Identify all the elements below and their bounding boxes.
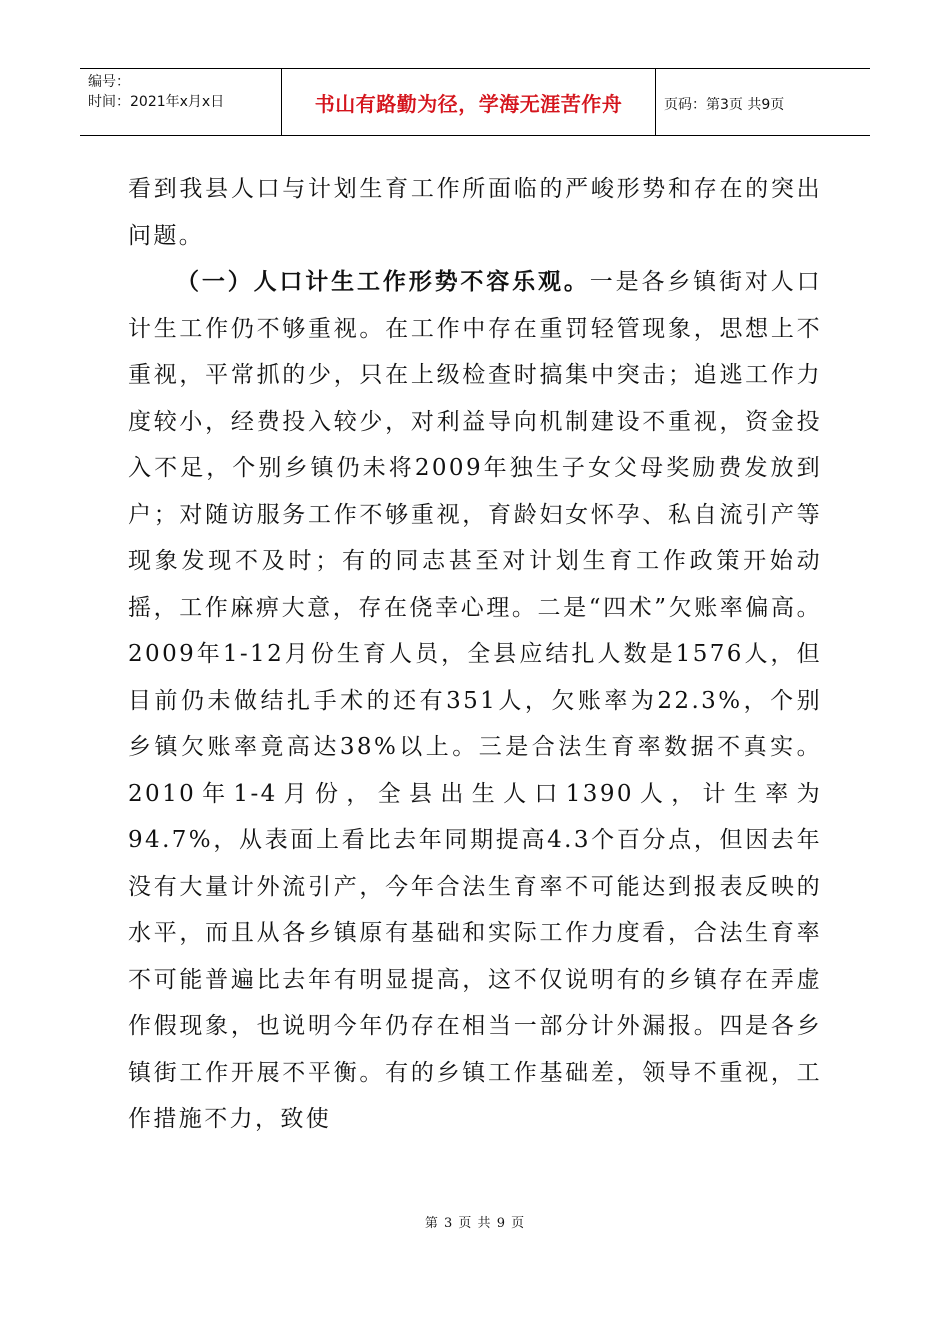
paragraph-continuation: 看到我县人口与计划生育工作所面临的严峻形势和存在的突出问题。 bbox=[128, 176, 822, 249]
header-motto-cell bbox=[282, 69, 656, 135]
header-motto: 书山有路勤为径，学海无涯苦作舟 bbox=[314, 91, 623, 116]
document-date: 时间：2021年x月x日 bbox=[88, 94, 225, 110]
document-number-label: 编号： bbox=[88, 74, 130, 90]
paragraph-text: 一是各乡镇街对人口计生工作仍不够重视。在工作中存在重罚轻管现象，思想上不重视，平常抓的少，只在上级检查时搞集中突击；追逃工作力度较小，经费投入较少，对利益导向机制建设不重视，资金投入不足，个别乡镇仍未将2009年独生子女父母奖励费发放到户；对随访服务工作不够重视，育龄妇女怀孕、私自流引产等现象发现不及时；有的同志甚至对计划生育工作政策开始动摇，工作麻痹大意，存在侥幸心理。二是“四术”欠账率偏高。2009年1-12月份生育人员，全县应结扎人数是1576人，但目前仍未做结扎手术的还有351人，欠账率为22.3%，个别乡镇欠账率竟高达38%以上。三是合法生育率数据不真实。2010年1-4月份，全县出生人口1390人，计生率为94.7%，从表面上看比去年同期提高4.3个百分点，但因去年没有大量计外流引产，今年合法生育率不可能达到报表反映的水平，而且从各乡镇原有基础和实际工作力度看，合法生育率不可能普遍比去年有明显提高，这不仅说明有的乡镇存在弄虚作假现象，也说明今年仍存在相当一部分计外漏报。四是各乡镇街工作开展不平衡。有的乡镇工作基础差，领导不重视，工作措施不力，致使 bbox=[128, 269, 822, 1132]
section-heading: （一）人口计生工作形势不容乐观。 bbox=[176, 268, 590, 295]
document-body bbox=[128, 166, 822, 1143]
header-page-info bbox=[656, 69, 870, 135]
header-meta bbox=[80, 69, 282, 135]
page-number-info: 页码：第3页 共9页 bbox=[664, 96, 785, 113]
page-header bbox=[80, 68, 870, 136]
page-footer: 第 3 页 共 9 页 bbox=[424, 1216, 526, 1231]
paragraph-situation bbox=[128, 259, 822, 1143]
